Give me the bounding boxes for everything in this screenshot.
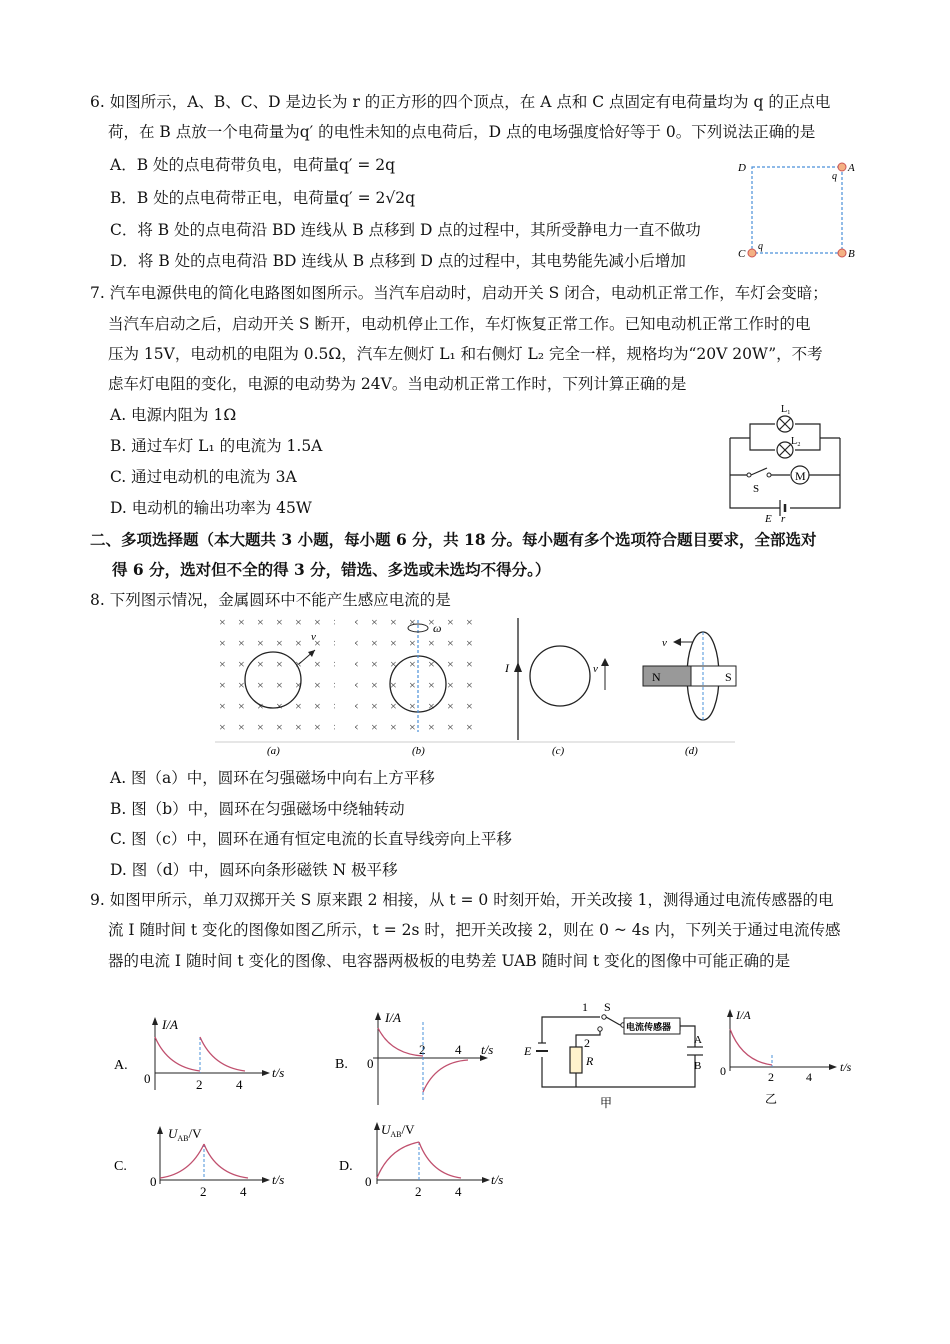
q8-magnet-n: N	[652, 670, 661, 684]
q7-stem-line2: 当汽车启动之后，启动开关 S 断开，电动机停止工作，车灯恢复正常工作。已知电动机正常工作时的电	[108, 315, 811, 333]
graph-c-x-axis: t/s	[272, 1172, 285, 1187]
graph-a-x-axis: t/s	[272, 1065, 285, 1080]
q8-v-d: v	[662, 637, 667, 649]
q7-stem-line1: 7. 汽车电源供电的简化电路图如图所示。当汽车启动时，启动开关 S 闭合，电动机正常工作，车灯会变暗；	[90, 284, 828, 302]
graph-c-option-label: C.	[114, 1159, 127, 1174]
q7-option-d: D. 电动机的输出功率为 45W	[110, 499, 312, 517]
graph-c-u-sub: AB	[177, 1134, 189, 1143]
circuit-b: B	[694, 1060, 702, 1072]
q9-stem-line3: 器的电流 I 随时间 t 变化的图像、电容器两极板的电势差 UAB 随时间 t 变化的图像中可能正确的是	[108, 952, 791, 970]
q6-option-a: A．B 处的点电荷带负电，电荷量q′ = 2q	[110, 156, 396, 174]
q9-circuit-figure	[520, 995, 730, 1110]
circuit-jia: 甲	[600, 1096, 613, 1110]
q6-option-b: B．B 处的点电荷带正电，电荷量q′ = 2√2q	[110, 189, 416, 207]
graph-a-four: 4	[236, 1077, 243, 1092]
graph-d-x-axis: t/s	[491, 1172, 504, 1187]
q8-omega: ω	[433, 621, 442, 635]
q7-label-m: M	[795, 469, 806, 483]
q6-label-qa: q	[832, 171, 837, 182]
graph-d-option-label: D.	[339, 1159, 353, 1174]
graph-b-four: 4	[455, 1042, 462, 1057]
q8-option-b: B. 图（b）中，圆环在匀强磁场中绕轴转动	[110, 800, 405, 818]
svg-text:UAB/V	[168, 1126, 202, 1143]
q8-label-c: (c)	[552, 745, 565, 757]
q7-stem-line3: 压为 15V，电动机的电阻为 0.5Ω，汽车左侧灯 L₁ 和右侧灯 L₂ 完全一样，规格均为“20V 20W”，不考	[108, 345, 823, 363]
q8-v-c: v	[593, 663, 598, 675]
graph-b-two: 2	[419, 1042, 426, 1057]
circuit-sensor-label: 电流传感器	[626, 1022, 672, 1032]
section2-title-line1: 二、多项选择题（本大题共 3 小题，每小题 6 分，共 18 分。每小题有多个选项符合题目要求，全部选对	[90, 530, 817, 549]
q8-current-i: I	[505, 661, 509, 675]
q9-graph-a	[110, 1015, 300, 1105]
q7-circuit-figure	[725, 400, 855, 525]
circuit-two: 2	[584, 1036, 590, 1050]
q7-label-s: S	[753, 483, 760, 495]
q8-label-d: (d)	[685, 745, 698, 757]
q7-option-c: C. 通过电动机的电流为 3A	[110, 468, 297, 486]
q7-label-r: r	[781, 513, 786, 525]
svg-text:UAB/V	[381, 1122, 415, 1139]
q6-label-qc: q	[758, 241, 763, 252]
q7-stem-line4: 虑车灯电阻的变化，电源的电动势为 24V。当电动机正常工作时，下列计算正确的是	[108, 375, 687, 393]
circuit-s: S	[604, 1000, 611, 1014]
circuit-r: R	[586, 1054, 594, 1068]
q9-graph-c	[110, 1122, 300, 1202]
q7-option-b: B. 通过车灯 L₁ 的电流为 1.5A	[110, 437, 323, 455]
graph-a-y-axis: I/A	[162, 1017, 178, 1032]
graph-b-x-axis: t/s	[481, 1042, 494, 1057]
graph-c-zero: 0	[150, 1174, 157, 1189]
q6-stem-line1: 6. 如图所示，A、B、C、D 是边长为 r 的正方形的四个顶点，在 A 点和 C 点固定有电荷量均为 q 的正点电	[90, 93, 831, 111]
graph-d-u: U	[381, 1122, 391, 1137]
graph-c-u-unit: /V	[188, 1126, 202, 1141]
graph-yi-zero: 0	[720, 1064, 726, 1078]
graph-d-u-unit: /V	[401, 1122, 415, 1137]
circuit-one: 1	[582, 1000, 588, 1014]
q8-option-c: C. 图（c）中，圆环在通有恒定电流的长直导线旁向上平移	[110, 830, 512, 848]
q6-label-b: B	[848, 248, 855, 260]
graph-yi-x-axis: t/s	[840, 1060, 852, 1074]
q8-option-a: A. 图（a）中，圆环在匀强磁场中向右上方平移	[110, 769, 435, 787]
circuit-a: A	[694, 1034, 702, 1046]
graph-c-u: U	[168, 1126, 178, 1141]
graph-b-y-axis: I/A	[385, 1010, 401, 1025]
q8-stem: 8. 下列图示情况，金属圆环中不能产生感应电流的是	[90, 591, 451, 609]
graph-a-zero: 0	[144, 1071, 151, 1086]
q6-stem-line2: 荷，在 B 点放一个电荷量为q′ 的电性未知的点电荷后，D 点的电场强度恰好等于 0。下列说法正确的是	[108, 123, 816, 141]
graph-b-zero: 0	[367, 1056, 374, 1071]
q8-label-b: (b)	[412, 745, 425, 757]
graph-a-option-label: A.	[114, 1058, 128, 1073]
circuit-e: E	[524, 1044, 532, 1058]
graph-yi-two: 2	[768, 1070, 774, 1084]
q8-label-a: (a)	[267, 745, 280, 757]
q9-graph-d	[335, 1118, 525, 1203]
q6-label-a: A	[848, 162, 855, 174]
q9-stem-line1: 9. 如图甲所示，单刀双掷开关 S 原来跟 2 相接，从 t = 0 时刻开始，开关改接 1，测得通过电流传感器的电	[90, 891, 834, 909]
q7-label-l1: L₁	[781, 404, 791, 415]
q8-v-a: v	[311, 631, 316, 643]
graph-d-four: 4	[455, 1184, 462, 1199]
circuit-yi: 乙	[765, 1092, 778, 1106]
q6-label-c: C	[738, 248, 746, 260]
q9-stem-line2: 流 I 随时间 t 变化的图像如图乙所示，t = 2s 时，把开关改接 2，则在 0 ~ 4s 内，下列关于通过电流传感	[108, 921, 841, 939]
graph-d-u-sub: AB	[390, 1130, 402, 1139]
q6-square-figure	[730, 155, 860, 265]
q7-label-l2: L₂	[791, 436, 801, 447]
q8-magnet-s: S	[725, 670, 732, 684]
graph-a-two: 2	[196, 1077, 203, 1092]
graph-d-two: 2	[415, 1184, 422, 1199]
graph-yi-y-axis: I/A	[736, 1008, 751, 1022]
graph-yi-four: 4	[806, 1070, 812, 1084]
graph-d-zero: 0	[365, 1174, 372, 1189]
q6-label-d: D	[738, 162, 746, 174]
q9-graph-yi	[720, 1005, 860, 1105]
q7-option-a: A. 电源内阻为 1Ω	[110, 406, 237, 424]
graph-c-two: 2	[200, 1184, 207, 1199]
q7-label-e: E	[765, 513, 772, 525]
graph-c-four: 4	[240, 1184, 247, 1199]
q6-option-d: D．将 B 处的点电荷沿 BD 连线从 B 点移到 D 点的过程中，其电势能先减小后增加	[110, 252, 686, 270]
section2-title-line2: 得 6 分，选对但不全的得 3 分，错选、多选或未选均不得分。）	[112, 560, 551, 579]
q8-figures	[215, 612, 740, 760]
q6-option-c: C．将 B 处的点电荷沿 BD 连线从 B 点移到 D 点的过程中，其所受静电力一直不做功	[110, 221, 701, 239]
graph-b-option-label: B.	[335, 1057, 348, 1072]
q9-graph-b	[333, 1010, 523, 1110]
q8-option-d: D. 图（d）中，圆环向条形磁铁 N 极平移	[110, 861, 398, 879]
